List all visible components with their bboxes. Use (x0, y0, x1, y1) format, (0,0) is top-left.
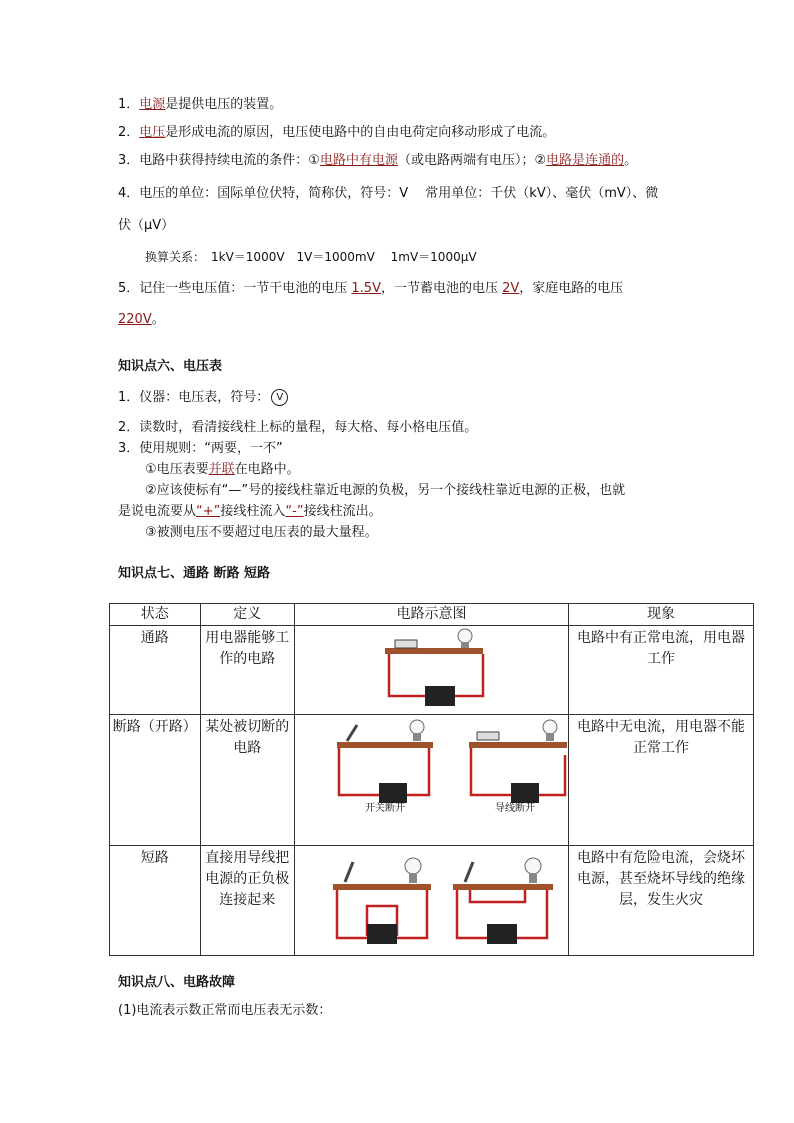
closed-circuit-diagram (295, 626, 568, 710)
term-power-source: 电源 (139, 97, 166, 112)
battery-icon (511, 783, 539, 803)
battery-icon (425, 686, 455, 706)
value-battery: 2V (502, 281, 520, 296)
table-header-row (110, 604, 754, 626)
line-2 (118, 124, 555, 142)
line-text: ①电压表要 (145, 462, 209, 477)
s6-item-2: 2．读数时，看清接线柱上标的量程，每大格、每小格电压值。 (118, 420, 478, 435)
line-text: 。 (624, 153, 638, 168)
line-4: 4．电压的单位：国际单位伏特，简称伏，符号：V 常用单位：千伏（kV）、毫伏（mV）、微 (118, 186, 659, 201)
diagram-cell (295, 626, 569, 715)
term-minus: “-” (285, 504, 304, 519)
s6-rule-2b (118, 503, 382, 521)
line-text: 1．仪器：电压表，符号： (118, 390, 270, 405)
term-has-source: 电路中有电源 (319, 153, 398, 168)
line-text: 是提供电压的装置。 (165, 97, 283, 112)
switch-icon (465, 862, 473, 882)
switch-icon (395, 640, 417, 648)
line-4b: 伏（μV） (118, 218, 175, 233)
phenomenon-cell: 电路中有危险电流，会烧坏电源，甚至烧坏导线的绝缘层，发生火灾 (569, 846, 754, 956)
s6-item-1 (118, 389, 288, 407)
conversion-line: 换算关系： 1kV＝1000V 1V＝1000mV 1mV＝1000μV (145, 250, 477, 264)
table-row (110, 846, 754, 956)
line-text: ，家庭电路的电压 (519, 281, 624, 296)
line-text: 3．电路中获得持续电流的条件：① (118, 153, 320, 168)
line-5 (118, 280, 623, 298)
short-circuit-diagram (295, 846, 568, 951)
header-state: 状态 (110, 604, 201, 626)
header-diagram: 电路示意图 (295, 604, 569, 626)
line-text: 接线柱流入 (220, 504, 286, 519)
line-text: 在电路中。 (234, 462, 300, 477)
battery-icon (367, 924, 397, 944)
bulb-icon (410, 720, 424, 734)
item-number: 1． (118, 97, 140, 112)
bulb-icon (405, 858, 421, 874)
circuit-states-table (109, 603, 754, 956)
phenomenon-cell: 电路中有正常电流，用电器工作 (569, 626, 754, 715)
bulb-icon (458, 629, 472, 643)
diagram-cell (295, 715, 569, 846)
switch-icon (477, 732, 499, 740)
value-household: 220V (118, 312, 152, 327)
line-text: 接线柱流出。 (303, 504, 382, 519)
term-connected: 电路是连通的 (546, 153, 625, 168)
line-1 (118, 96, 282, 114)
line-text: ，一节蓄电池的电压 (380, 281, 503, 296)
caption-wire-broken: 导线断开 (495, 803, 536, 814)
s6-rule-1 (145, 461, 300, 479)
table-row (110, 626, 754, 715)
state-cell: 短路 (110, 846, 201, 956)
line-5b (118, 311, 165, 329)
definition-cell: 用电器能够工作的电路 (200, 626, 294, 715)
item-number: 2． (118, 125, 140, 140)
s8-item-1: (1)电流表示数正常而电压表无示数： (118, 1003, 332, 1018)
term-plus: “+” (196, 504, 221, 519)
s6-rule-2a: ②应该使标有“—”号的接线柱靠近电源的负极，另一个接线柱靠近电源的正极，也就 (145, 483, 626, 498)
state-cell: 断路（开路） (110, 715, 201, 846)
section-8-title: 知识点八、电路故障 (118, 975, 236, 990)
table-row (110, 715, 754, 846)
s6-item-3: 3．使用规则：“两要，一不” (118, 441, 283, 456)
caption-switch-open: 开关断开 (365, 803, 406, 814)
open-switch-icon (347, 725, 357, 741)
line-3 (118, 152, 637, 170)
section-6-title: 知识点六、电压表 (118, 359, 223, 374)
line-text: 5．记住一些电压值：一节干电池的电压 (118, 281, 352, 296)
value-dry-cell: 1.5V (351, 281, 381, 296)
definition-cell: 直接用导线把电源的正负极连接起来 (200, 846, 294, 956)
line-text: 是说电流要从 (118, 504, 197, 519)
phenomenon-cell: 电路中无电流，用电器不能正常工作 (569, 715, 754, 846)
battery-icon (487, 924, 517, 944)
bulb-icon (543, 720, 557, 734)
voltmeter-symbol-icon: V (271, 389, 288, 406)
bulb-icon (525, 858, 541, 874)
term-voltage: 电压 (139, 125, 166, 140)
diagram-cell (295, 846, 569, 956)
header-phenomenon: 现象 (569, 604, 754, 626)
line-text: 。 (151, 312, 165, 327)
line-text: （或电路两端有电压）；② (397, 153, 547, 168)
line-text: 是形成电流的原因，电压使电路中的自由电荷定向移动形成了电流。 (165, 125, 556, 140)
switch-icon (345, 862, 353, 882)
s6-rule-3: ③被测电压不要超过电压表的最大量程。 (145, 525, 378, 540)
open-circuit-diagram (295, 715, 568, 841)
battery-icon (379, 783, 407, 803)
section-7-title: 知识点七、通路 断路 短路 (118, 566, 271, 581)
header-definition: 定义 (200, 604, 294, 626)
state-cell: 通路 (110, 626, 201, 715)
definition-cell: 某处被切断的电路 (200, 715, 294, 846)
term-parallel: 并联 (208, 462, 235, 477)
